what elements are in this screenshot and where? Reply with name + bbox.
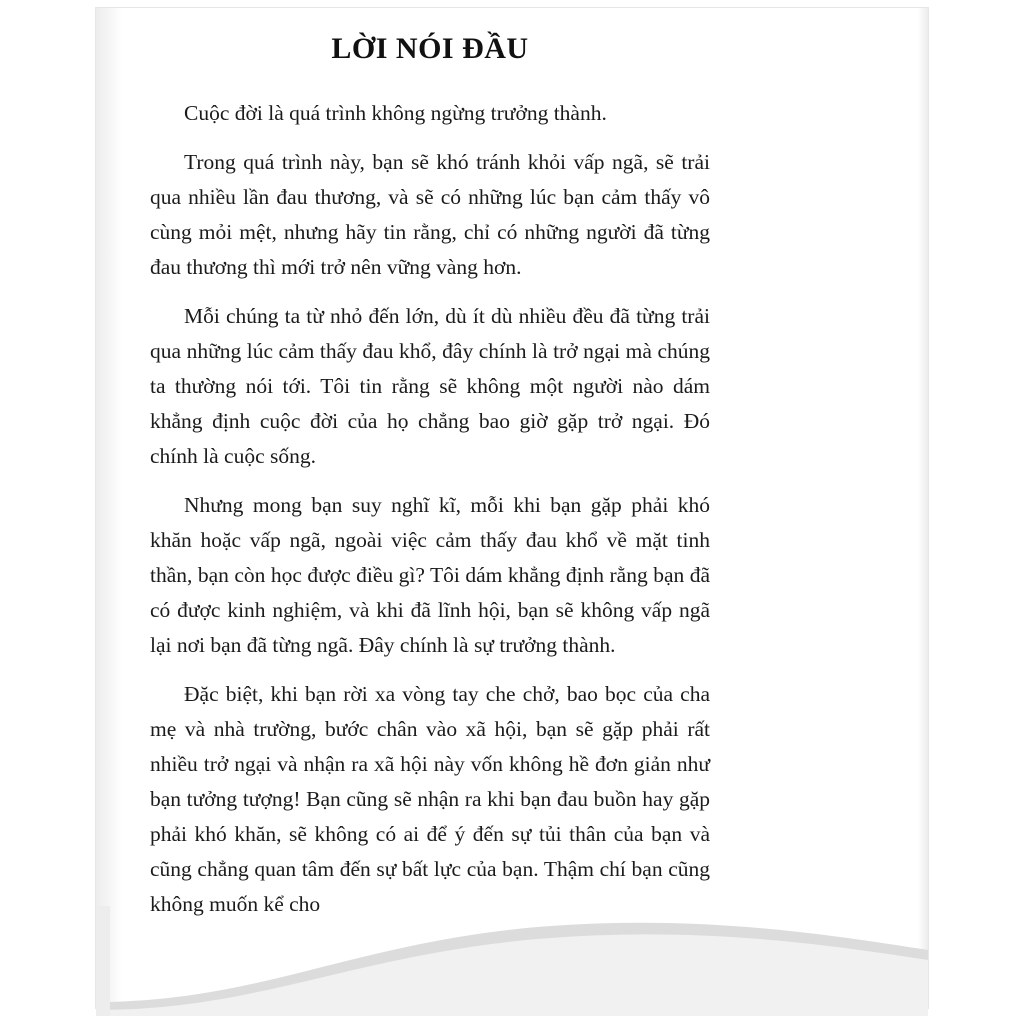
paragraph: Mỗi chúng ta từ nhỏ đến lớn, dù ít dù nhiều đều đã từng trải qua những lúc cảm thấy đau khổ, đây chính là trở ngại mà chúng ta thường nói tới. Tôi tin rằng sẽ không một người nào dám khẳng định cuộc đời của họ chẳng bao giờ gặp trở ngại. Đó chính là cuộc sống. — [150, 304, 710, 468]
paragraph: Đặc biệt, khi bạn rời xa vòng tay che chở, bao bọc của cha mẹ và nhà trường, bước chân vào xã hội, bạn sẽ gặp phải rất nhiều trở ngại và nhận ra xã hội này vốn không hề đơn giản như bạn tưởng tượng! Bạn cũng sẽ nhận ra khi bạn đau buồn hay gặp phải khó khăn, sẽ không có ai để ý đến sự tủi thân của bạn và cũng chẳng quan tâm đến sự bất lực của bạn. Thậm chí bạn cũng không muốn kể cho — [150, 682, 710, 916]
paragraph: Cuộc đời là quá trình không ngừng trưởng thành. — [184, 101, 607, 125]
page-title: LỜI NÓI ĐẦU — [331, 32, 529, 65]
body-text — [150, 96, 710, 922]
paragraph: Nhưng mong bạn suy nghĩ kĩ, mỗi khi bạn gặp phải khó khăn hoặc vấp ngã, ngoài việc cảm thấy đau khổ về mặt tinh thần, bạn còn học được điều gì? Tôi dám khẳng định rằng bạn đã có được kinh nghiệm, và khi đã lĩnh hội, bạn sẽ không vấp ngã lại nơi bạn đã từng ngã. Đây chính là sự trưởng thành. — [150, 493, 710, 657]
page-content — [150, 14, 710, 944]
paragraph: Trong quá trình này, bạn sẽ khó tránh khỏi vấp ngã, sẽ trải qua nhiều lần đau thương, và sẽ có những lúc bạn cảm thấy vô cùng mỏi mệt, nhưng hãy tin rằng, chỉ có những người đã từng đau thương thì mới trở nên vững vàng hơn. — [150, 150, 710, 279]
